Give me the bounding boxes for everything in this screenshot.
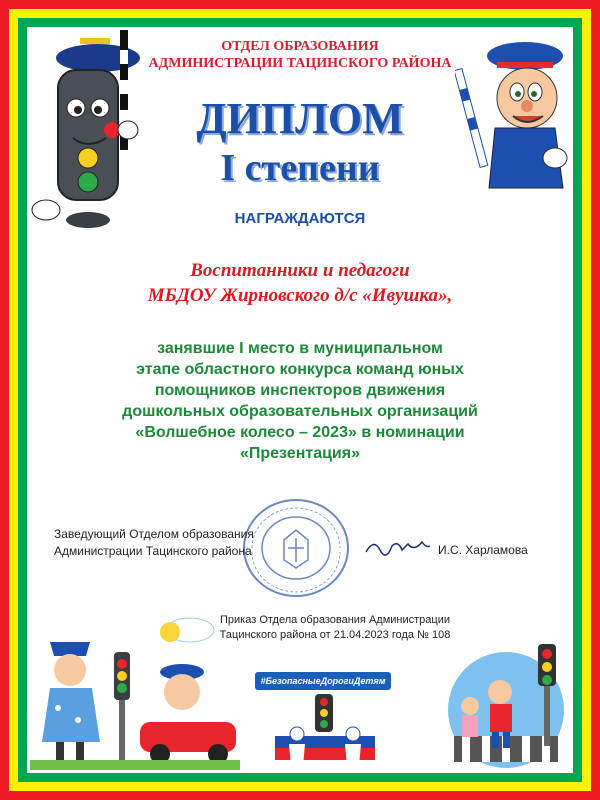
kids-traffic-scene-icon [30, 612, 240, 772]
order-line2: Тацинского района от 21.04.2023 года № 108 [219, 629, 451, 641]
safe-roads-logo-icon [275, 694, 375, 768]
organization-line2: АДМИНИСТРАЦИИ ТАЦИНСКОГО РАЙОНА [148, 56, 452, 71]
organization-line1: ОТДЕЛ ОБРАЗОВАНИЯ [221, 39, 379, 54]
description-line: «Волшебное колесо – 2023» в номинации [135, 424, 465, 441]
award-description [0, 338, 600, 464]
organization-header [0, 38, 600, 72]
recipients-line1: Воспитанники и педагоги [190, 260, 410, 281]
official-stamp-icon [240, 496, 352, 600]
awarded-heading: НАГРАЖДАЮТСЯ [234, 210, 366, 227]
signatory-name: И.С. Харламова [438, 543, 528, 557]
hashtag-badge: #БезопасныеДорогиДетям [255, 672, 391, 690]
description-line: «Презентация» [239, 445, 360, 462]
description-line: помощников инспекторов движения [154, 382, 446, 399]
diploma-title: ДИПЛОМ [196, 94, 404, 143]
recipients-line2: МБДОУ Жирновского д/с «Ивушка», [147, 285, 453, 306]
signatory-position-line2: Администрации Тацинского района [54, 544, 252, 558]
description-line: дошкольных образовательных организаций [122, 403, 478, 420]
diploma-degree: I степени [220, 147, 380, 189]
description-line: этапе областного конкурса команд юных [136, 361, 464, 378]
order-reference [200, 613, 470, 643]
order-line1: Приказ Отдела образования Администрации [220, 614, 450, 626]
recipients [0, 258, 600, 308]
description-line: занявшие I место в муниципальном [157, 340, 443, 357]
crosswalk-scene-icon [440, 640, 572, 770]
signatory-position-line1: Заведующий Отделом образования [54, 527, 254, 541]
signatory-position [54, 526, 254, 560]
handwritten-signature-icon [362, 534, 432, 560]
